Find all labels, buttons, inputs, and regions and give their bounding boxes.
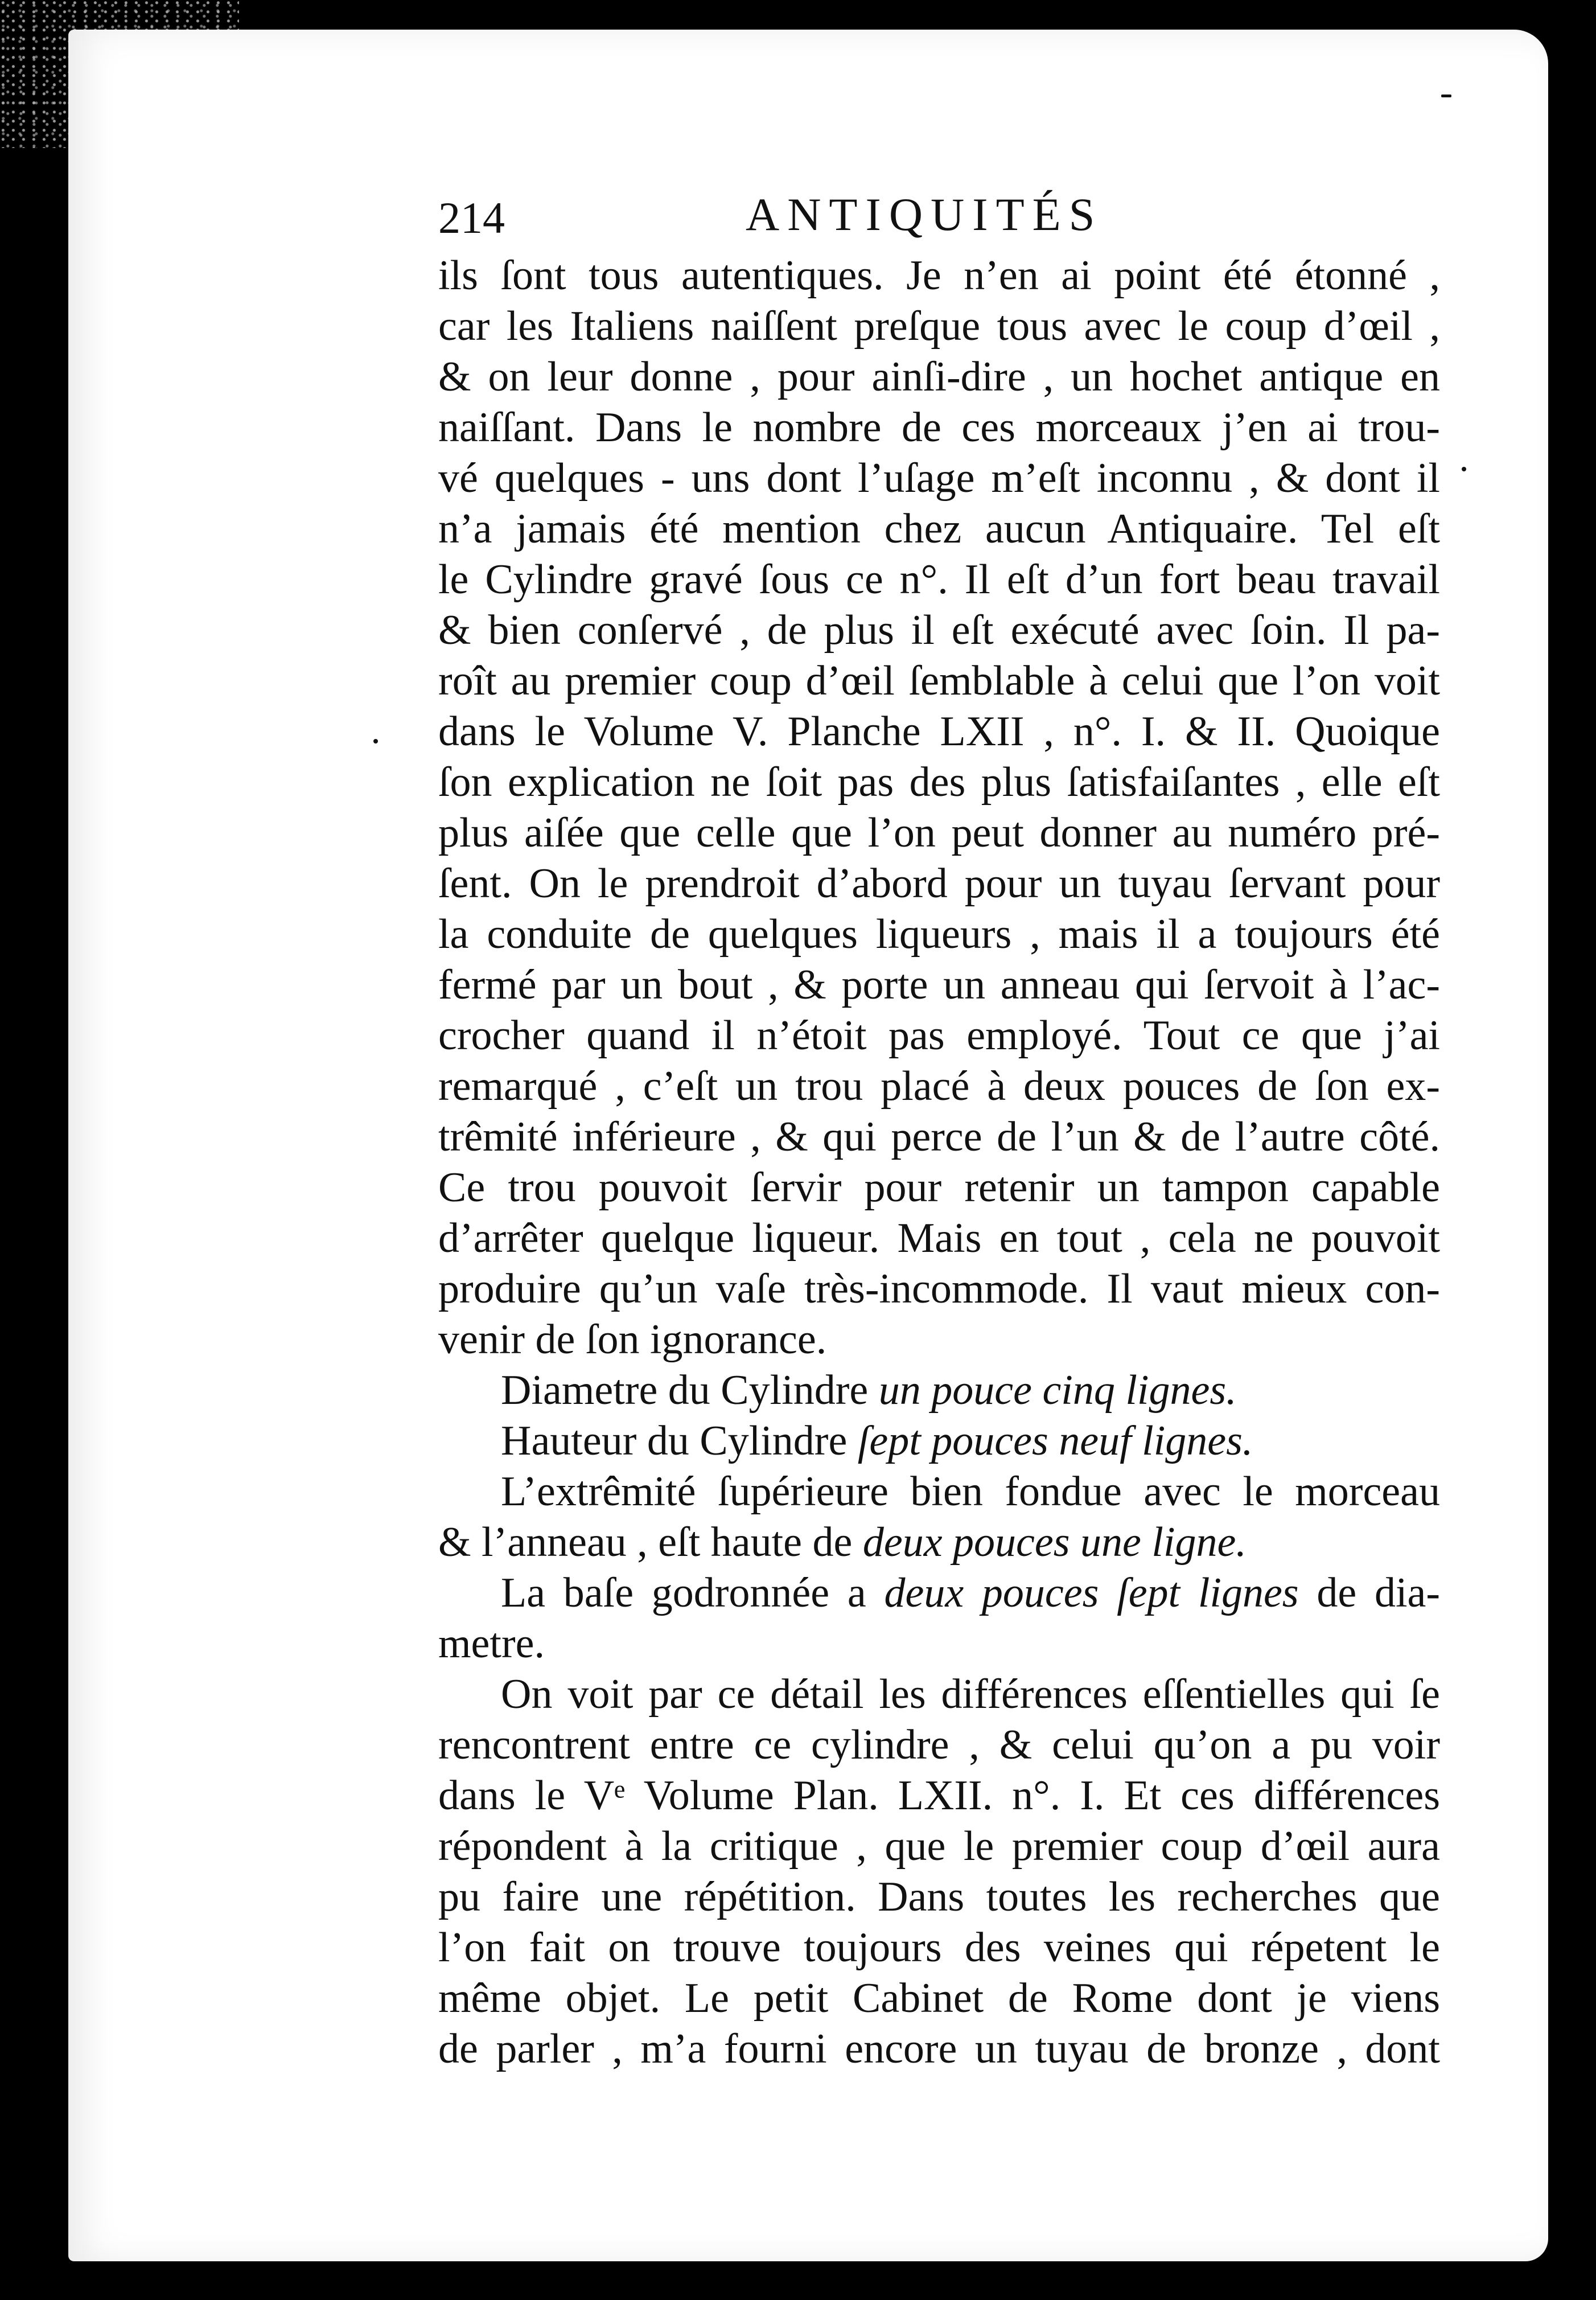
measure-base-line-2: metre. (438, 1620, 545, 1667)
measurements (438, 1365, 1440, 1669)
running-head (438, 188, 1440, 250)
measure-base-value: deux pouces ſept lignes (884, 1570, 1299, 1616)
ink-speck (373, 739, 378, 744)
text-line: venir de ſon ignorance. (438, 1316, 827, 1363)
measure-base-end: de dia- (1317, 1570, 1440, 1616)
measure-height-line (438, 1416, 1440, 1467)
text-line: roît au premier coup d’œil ſemblable à celui que l’on voit (438, 658, 1440, 704)
text-line: ſon explication ne ſoit pas des plus ſatisfaiſantes , elle eſt (438, 759, 1440, 806)
measure-diameter-label: Diametre du Cylindre (501, 1367, 869, 1414)
text-line: d’arrêter quelque liqueur. Mais en tout , cela ne pouvoit (438, 1215, 1440, 1262)
text-line: n’a jamais été mention chez aucun Antiquaire. Tel eſt (438, 506, 1440, 552)
measure-base-text: La baſe godronnée a (501, 1570, 866, 1616)
measure-height-value: ſept pouces neuf lignes. (857, 1418, 1253, 1464)
text-line: fermé par un bout , & porte un anneau qui ſervoit à l’ac- (438, 962, 1440, 1008)
paragraph-2 (438, 1669, 1440, 2075)
text-line: pu faire une répétition. Dans toutes les recherches que (438, 1874, 1440, 1920)
text-line: Ce trou pouvoit ſervir pour retenir un tampon capable (438, 1164, 1440, 1211)
ink-speck (1441, 95, 1451, 97)
text-line: On voit par ce détail les différences eſſentielles qui ſe (501, 1671, 1440, 1718)
text-line: répondent à la critique , que le premier coup d’œil aura (438, 1823, 1440, 1870)
text-line: crocher quand il n’étoit pas employé. Tout ce que j’ai (438, 1012, 1440, 1059)
text-line: ils ſont tous autentiques. Je n’en ai point été étonné , (438, 252, 1440, 299)
text-line: dans le Volume V. Planche LXII , n°. I. & II. Quoique (438, 708, 1440, 755)
text-line: remarqué , c’eſt un trou placé à deux pouces de ſon ex- (438, 1063, 1440, 1110)
text-line: même objet. Le petit Cabinet de Rome dont je viens (438, 1975, 1440, 2022)
page-number: 214 (438, 193, 505, 243)
measure-diameter-value: un pouce cinq lignes. (878, 1367, 1237, 1414)
measure-base-line-1 (438, 1568, 1440, 1619)
text-line: & bien conſervé , de plus il eſt exécuté avec ſoin. Il pa- (438, 607, 1440, 654)
text-line: vé quelques - uns dont l’uſage m’eſt inconnu , & dont il (438, 455, 1440, 502)
text-block (438, 188, 1440, 2075)
text-line: produire qu’un vaſe très-incommode. Il vaut mieux con- (438, 1266, 1440, 1312)
text-line: trêmité inférieure , & qui perce de l’un & de l’autre côté. (438, 1114, 1440, 1160)
text-line: plus aiſée que celle que l’on peut donner au numéro pré- (438, 810, 1440, 856)
paragraph-1 (438, 250, 1440, 1365)
text-line: de parler , m’a fourni encore un tuyau de bronze , dont (438, 2026, 1440, 2072)
measure-top-value: deux pouces une ligne. (862, 1519, 1247, 1566)
measure-top-line-1: L’extrêmité ſupérieure bien fondue avec le morceau (501, 1468, 1440, 1515)
text-line: naiſſant. Dans le nombre de ces morceaux j’en ai trou- (438, 404, 1440, 451)
measure-top-text: & l’anneau , eſt haute de (438, 1519, 853, 1566)
text-line: rencontrent entre ce cylindre , & celui qu’on a pu voir (438, 1722, 1440, 1768)
text-line: le Cylindre gravé ſous ce n°. Il eſt d’un fort beau travail (438, 556, 1440, 603)
text-line: car les Italiens naiſſent preſque tous avec le coup d’œil , (438, 303, 1440, 350)
text-line: l’on fait on trouve toujours des veines qui répetent le (438, 1924, 1440, 1971)
text-line: & on leur donne , pour ainſi-dire , un hochet antique en (438, 354, 1440, 400)
text-line: dans le Vᵉ Volume Plan. LXII. n°. I. Et ces différences (438, 1772, 1440, 1819)
ink-speck (1462, 467, 1466, 471)
measure-height-label: Hauteur du Cylindre (501, 1418, 848, 1464)
measure-diameter-line (438, 1365, 1440, 1416)
measure-top-line-2 (438, 1517, 1440, 1568)
text-line: ſent. On le prendroit d’abord pour un tuyau ſervant pour (438, 860, 1440, 907)
running-title: ANTIQUITÉS (746, 188, 1103, 240)
text-line: la conduite de quelques liqueurs , mais il a toujours été (438, 911, 1440, 958)
